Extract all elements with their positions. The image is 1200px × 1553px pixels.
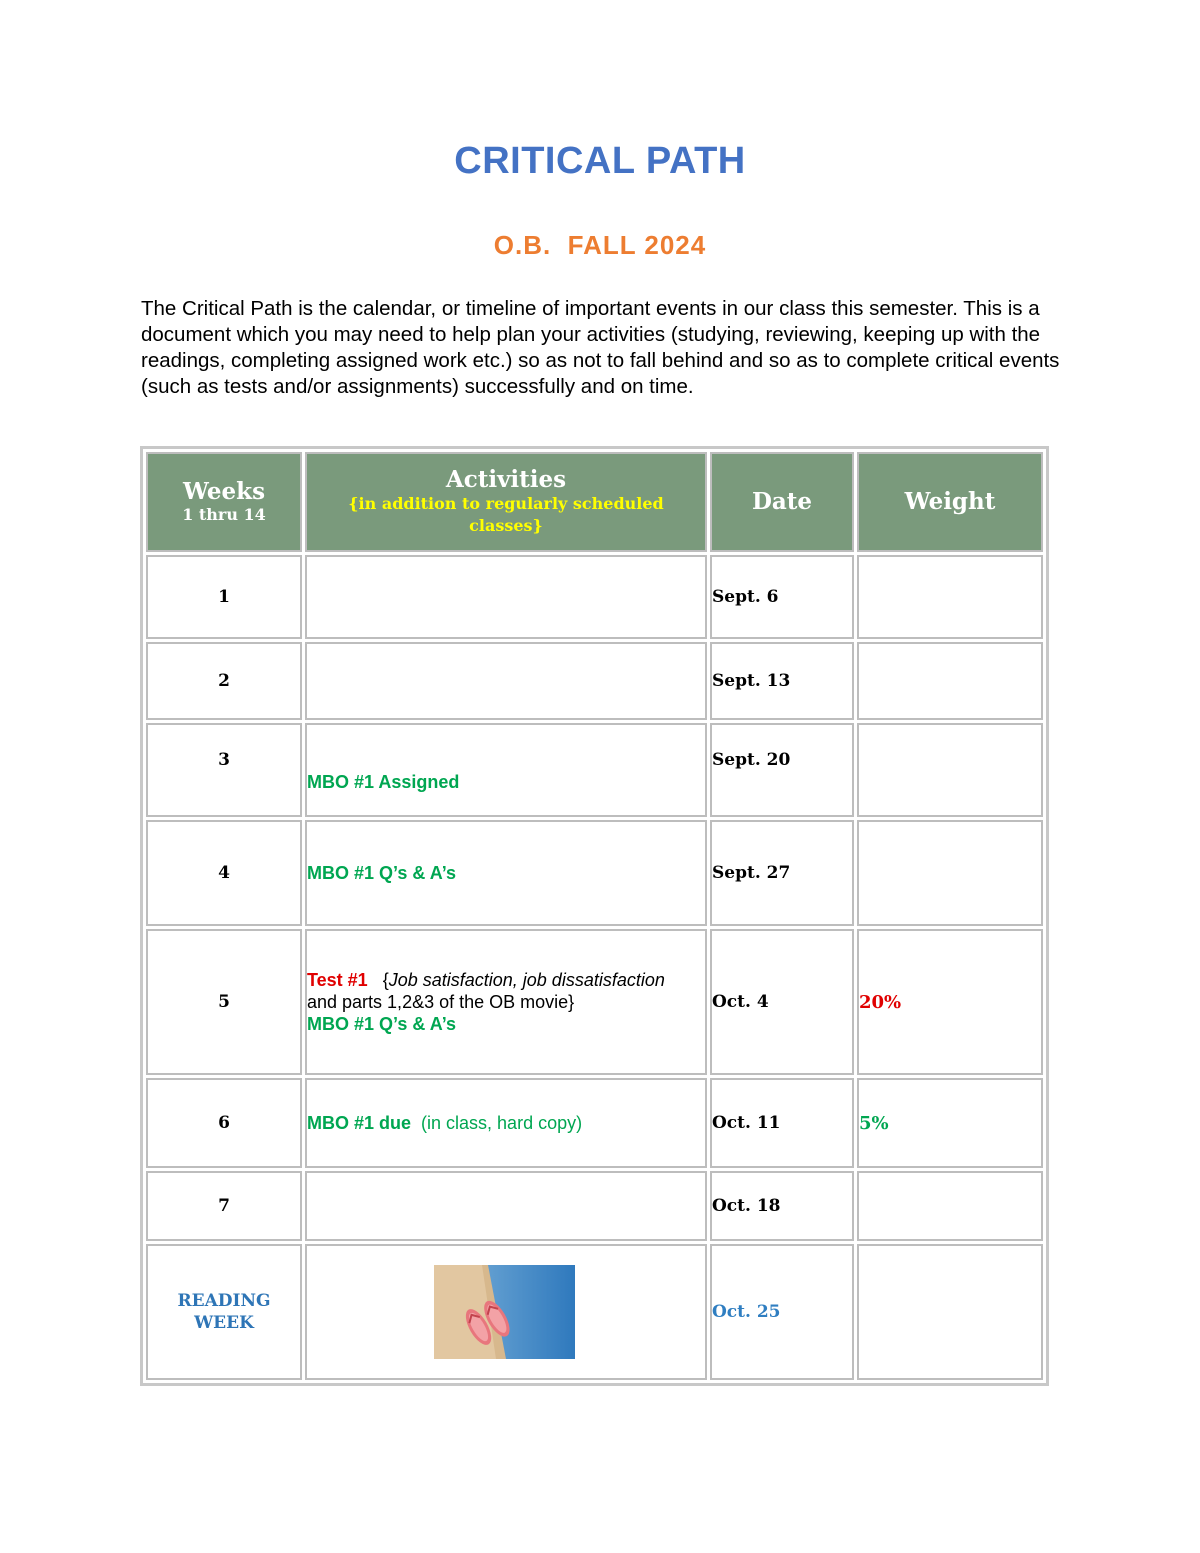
activity-text: MBO #1 Assigned: [307, 772, 460, 792]
weight-cell: [857, 555, 1043, 639]
week-cell: 5: [146, 929, 302, 1075]
table-row: [146, 723, 1043, 817]
weight-cell: [857, 1244, 1043, 1380]
week-cell: 6: [146, 1078, 302, 1168]
activity-cell: [305, 1078, 707, 1168]
date-cell: Oct. 4: [710, 929, 854, 1075]
table-row: [146, 820, 1043, 926]
activity-cell: [305, 929, 707, 1075]
activity-note: (in class, hard copy): [411, 1113, 583, 1133]
table-header-row: [146, 452, 1043, 552]
weight-cell: [857, 642, 1043, 720]
header-weight: [857, 452, 1043, 552]
table-row: [146, 1171, 1043, 1241]
week-number: 3: [218, 750, 230, 770]
date-cell: Oct. 25: [710, 1244, 854, 1380]
weight-cell: [857, 1171, 1043, 1241]
activity-cell: [305, 1171, 707, 1241]
activity-cell: [305, 555, 707, 639]
header-activities-label: Activities: [445, 466, 567, 493]
weight-cell: 5%: [857, 1078, 1043, 1168]
page-title: CRITICAL PATH: [454, 140, 746, 182]
intro-paragraph: The Critical Path is the calendar, or timeline of important events in our class this semester. This is a document which you may need to help plan your activities (studying, reviewing, keeping up with the readings, completing assigned work etc.) so as not to fall behind and so as to complete critical events (such as tests and/or assignments) successfully and on time.: [141, 297, 1060, 398]
test-detail-open: {: [367, 970, 389, 990]
header-date: [710, 452, 854, 552]
header-weeks: [146, 452, 302, 552]
header-date-label: Date: [751, 488, 813, 515]
activity-text: MBO #1 due: [307, 1113, 412, 1133]
weight-cell: [857, 820, 1043, 926]
table-row: [146, 929, 1043, 1075]
week-cell: [146, 723, 302, 817]
header-activities: [305, 452, 707, 552]
header-weeks-label: Weeks: [182, 478, 266, 505]
test-label: Test #1: [307, 970, 368, 990]
week-cell: 7: [146, 1171, 302, 1241]
critical-path-table: [140, 446, 1049, 1386]
weight-cell: [857, 723, 1043, 817]
header-activities-note: {in addition to regularly scheduled classes}: [348, 494, 664, 535]
flip-flops-pool-image: [434, 1265, 575, 1359]
activity-cell: [305, 1244, 707, 1380]
header-weight-label: Weight: [904, 488, 996, 515]
table-row: [146, 555, 1043, 639]
table-row: [146, 642, 1043, 720]
page-subtitle: O.B. FALL 2024: [493, 230, 707, 260]
activity-text: MBO #1 Q’s & A’s: [307, 863, 457, 883]
week-cell: 4: [146, 820, 302, 926]
test-detail-italic: Job satisfaction, job dissatisfaction: [388, 970, 665, 990]
date-cell: Oct. 18: [710, 1171, 854, 1241]
date-cell: Sept. 6: [710, 555, 854, 639]
table-row: [146, 1244, 1043, 1380]
table-row: [146, 1078, 1043, 1168]
date-cell: Sept. 13: [710, 642, 854, 720]
activity-cell: [305, 723, 707, 817]
weight-cell: 20%: [857, 929, 1043, 1075]
week-cell: 2: [146, 642, 302, 720]
week-cell: 1: [146, 555, 302, 639]
activity-cell: [305, 642, 707, 720]
date-cell: [710, 723, 854, 817]
reading-week-line2: WEEK: [194, 1313, 254, 1333]
date-cell: Oct. 11: [710, 1078, 854, 1168]
week-cell: [146, 1244, 302, 1380]
date-cell: Sept. 27: [710, 820, 854, 926]
test-detail-rest: and parts 1,2&3 of the OB movie}: [307, 992, 575, 1012]
activity-cell: [305, 820, 707, 926]
reading-week-line1: READING: [177, 1291, 271, 1311]
header-weeks-sub: 1 thru 14: [182, 505, 266, 524]
activity-text: MBO #1 Q’s & A’s: [307, 1014, 457, 1034]
date-text: Sept. 20: [712, 750, 791, 770]
